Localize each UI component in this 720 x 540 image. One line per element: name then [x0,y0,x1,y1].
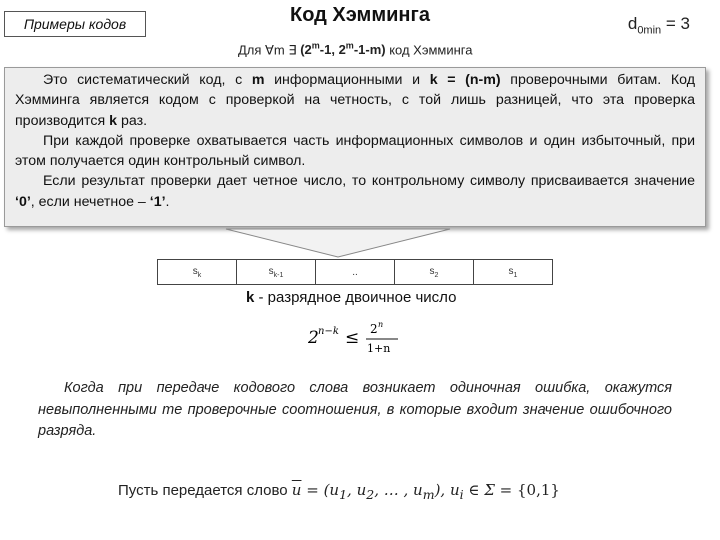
definition-text [15,72,695,129]
bit-cell: $s_1$ [474,260,553,285]
p1-run: информационными и [264,72,430,88]
p1-run: проверочными битам. Код Хэмминга является кодом с проверкой на четность, с той лишь разницей, что эта проверка производится [15,72,695,129]
definition-box [4,67,706,227]
bit-cell: $s_{k-1}$ [237,260,316,285]
subtitle: Для ∀m ∃ (2$^m$-1, 2$^m$-1-m) код Хэмминга [238,41,473,58]
formula-denominator: 1+n [367,342,391,355]
formula-lhs-base: 2 [308,328,319,348]
bit-cell: $s_k$ [158,260,237,285]
down-arrow-icon [223,227,453,259]
p1-run: m [251,72,265,88]
section-tag: Примеры кодов [4,11,146,37]
formula-lhs-exp: n−k [318,326,339,337]
bit-cell: $s_2$ [395,260,474,285]
p1-run: раз. [117,112,148,129]
check-paragraph: При каждой проверке охватывается часть информационных символов и один избыточный, при этом получается один контрольный символ. [15,132,695,170]
bit-cell: .. [316,260,395,285]
formula-numerator: 2 [370,322,378,336]
formula-numerator-exp: n [378,320,384,329]
bit-register [157,259,553,285]
single-error-paragraph: Когда при передаче кодового слова возникает одиночная ошибка, окажутся невыполненными те проверочные соотношения, в которые входит значение ошибочного разряда. [38,380,672,439]
k-bit-caption: k - разрядное двоичное число [246,289,457,306]
slide-title: Код Хэмминга [290,4,430,26]
p1-run: k = (n-m) [429,72,501,88]
p3-run: . [165,193,170,210]
definition-paragraph [15,70,695,131]
p3-run: ‘0’ [15,193,31,210]
p3-run: Если результат проверки дает четное число, то контрольному символу присваивается значение [43,173,695,190]
min-distance-label: $d_{0min} = 3$ [627,14,690,37]
bit-row [158,260,553,285]
formula-relation: ≤ [345,328,360,348]
transmitted-word-line: Пусть передается слово $\overline{u} = (u_1$, $u_2$, … , $u_m$), $u_i$ ∈ Σ = {0,1} [118,481,560,502]
p1-run: k [109,112,118,129]
hamming-bound-formula [308,318,418,360]
parity-paragraph [15,171,695,212]
p3-run: ‘1’ [149,193,166,210]
p3-run: , если нечетное – [30,193,150,210]
p1-run: Это систематический код, с [43,72,252,88]
